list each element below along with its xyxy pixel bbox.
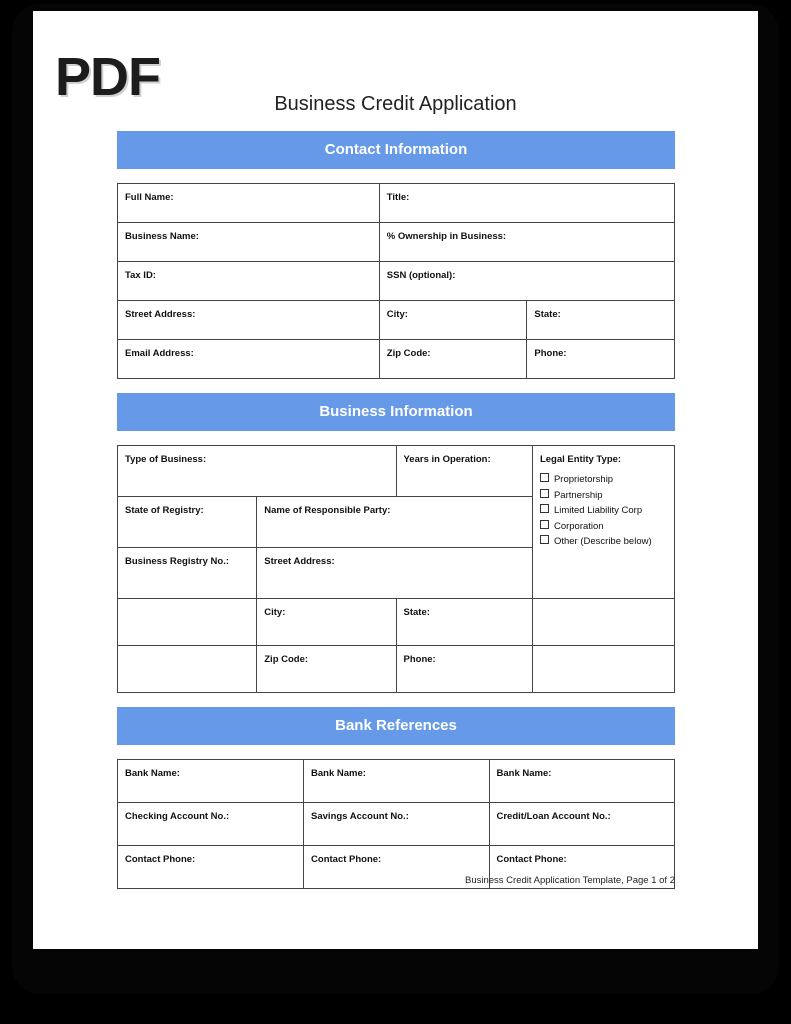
field-savings-account-no[interactable]: Savings Account No.: [304, 803, 489, 846]
legal-entity-option[interactable] [540, 503, 668, 519]
field-years-in-operation[interactable]: Years in Operation: [396, 446, 532, 497]
table-row [118, 301, 675, 340]
field-bank-name-2[interactable]: Bank Name: [304, 760, 489, 803]
field-email-address[interactable]: Email Address: [118, 340, 380, 379]
section-header-business-information: Business Information [117, 393, 675, 431]
legal-entity-option-label: Other (Describe below) [553, 536, 652, 547]
field-business-city[interactable]: City: [257, 599, 396, 646]
contact-information-table [117, 183, 675, 379]
field-tax-id[interactable]: Tax ID: [118, 262, 380, 301]
field-state[interactable]: State: [527, 301, 675, 340]
checkbox-icon[interactable] [540, 520, 549, 529]
field-contact-phone-3[interactable]: Contact Phone: [489, 846, 675, 889]
field-business-street-address[interactable]: Street Address: [257, 548, 533, 599]
legal-entity-type-label: Legal Entity Type: [539, 454, 622, 465]
spacer-cell [532, 599, 674, 646]
legal-entity-option-label: Limited Liability Corp [553, 505, 643, 516]
legal-entity-option-label: Partnership [553, 489, 603, 501]
field-bank-name-3[interactable]: Bank Name: [489, 760, 675, 803]
field-type-of-business[interactable]: Type of Business: [118, 446, 397, 497]
field-zip-code[interactable]: Zip Code: [379, 340, 527, 379]
legal-entity-options [540, 467, 668, 550]
field-business-zip-code[interactable]: Zip Code: [257, 646, 396, 693]
field-business-registry-no[interactable]: Business Registry No.: [118, 548, 257, 599]
table-row [118, 340, 675, 379]
field-bank-name-1[interactable]: Bank Name: [118, 760, 304, 803]
field-street-address[interactable]: Street Address: [118, 301, 380, 340]
field-business-state[interactable]: State: [396, 599, 532, 646]
legal-entity-option[interactable] [540, 519, 668, 535]
spacer-cell [532, 646, 674, 693]
spacer-cell [118, 646, 257, 693]
page-title: Business Credit Application [274, 93, 517, 115]
bank-references-table [117, 759, 675, 889]
field-city[interactable]: City: [379, 301, 527, 340]
legal-entity-option[interactable] [540, 472, 668, 488]
section-header-bank-references: Bank References [117, 707, 675, 745]
checkbox-icon[interactable] [540, 504, 549, 513]
field-legal-entity-type[interactable] [532, 446, 674, 599]
table-row [118, 646, 675, 693]
table-row [118, 446, 675, 497]
table-row [118, 184, 675, 223]
field-full-name[interactable]: Full Name: [118, 184, 380, 223]
field-checking-account-no[interactable]: Checking Account No.: [118, 803, 304, 846]
table-row [118, 223, 675, 262]
field-ssn[interactable]: SSN (optional): [379, 262, 674, 301]
legal-entity-option[interactable] [540, 534, 668, 550]
checkbox-icon[interactable] [540, 489, 549, 498]
table-row [118, 262, 675, 301]
field-credit-loan-account-no[interactable]: Credit/Loan Account No.: [489, 803, 675, 846]
checkbox-icon[interactable] [540, 535, 549, 544]
business-information-table [117, 445, 675, 693]
page-footer: Business Credit Application Template, Page 1 of 2 [464, 875, 675, 886]
field-state-of-registry[interactable]: State of Registry: [118, 497, 257, 548]
pdf-badge: PDF [55, 47, 160, 107]
field-title[interactable]: Title: [379, 184, 674, 223]
field-business-name[interactable]: Business Name: [118, 223, 380, 262]
field-phone[interactable]: Phone: [527, 340, 675, 379]
section-header-contact-information: Contact Information [117, 131, 675, 169]
field-ownership-percent[interactable]: % Ownership in Business: [379, 223, 674, 262]
checkbox-icon[interactable] [540, 473, 549, 482]
table-row [118, 803, 675, 846]
legal-entity-option-label: Proprietorship [553, 474, 614, 485]
field-contact-phone-1[interactable]: Contact Phone: [118, 846, 304, 889]
field-responsible-party[interactable]: Name of Responsible Party: [257, 497, 533, 548]
document-content [117, 131, 675, 889]
field-contact-phone-2[interactable]: Contact Phone: [304, 846, 489, 889]
legal-entity-option-label: Corporation [553, 520, 604, 532]
field-business-phone[interactable]: Phone: [396, 646, 532, 693]
pdf-page [33, 11, 758, 949]
legal-entity-option[interactable] [540, 488, 668, 504]
spacer-cell [118, 599, 257, 646]
table-row [118, 760, 675, 803]
table-row [118, 599, 675, 646]
